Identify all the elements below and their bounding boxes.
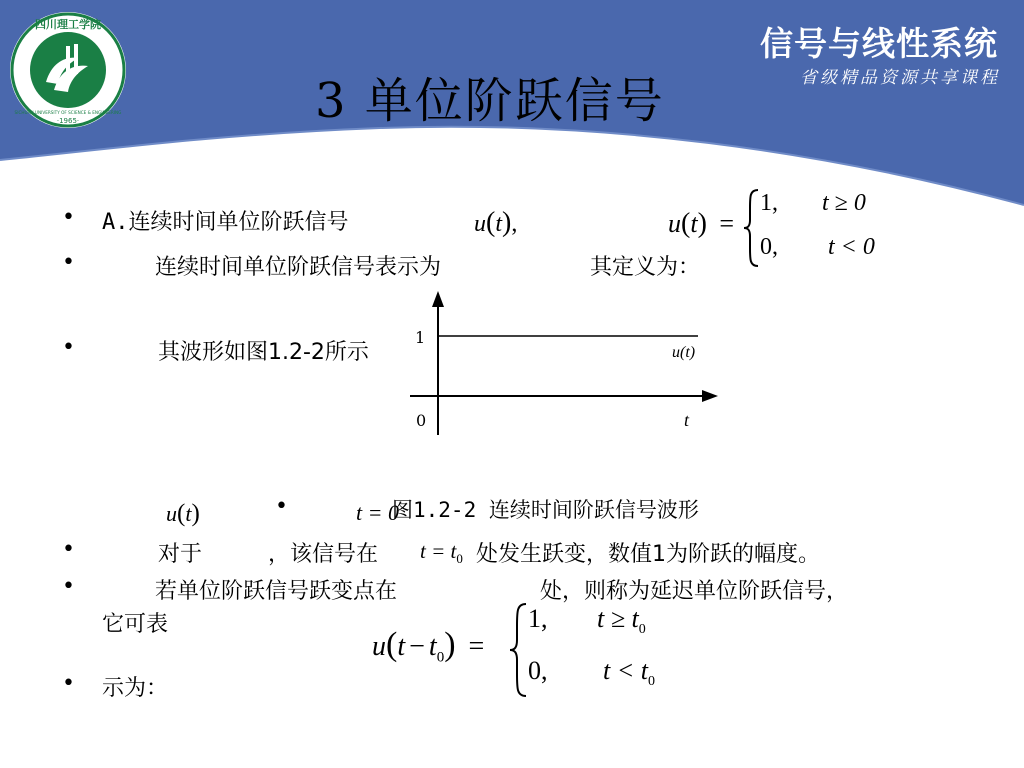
logo-top-text: 四川理工学院 xyxy=(35,18,101,31)
u-t-symbol: u(t), xyxy=(474,207,518,238)
u-t-symbol: u(t) xyxy=(166,500,200,527)
course-subtitle: 省级精品资源共享课程 xyxy=(800,68,1000,88)
bullet-2-text: 连续时间单位阶跃信号表示为 xyxy=(155,255,442,280)
def-case1-cond: t ≥ 0 xyxy=(822,190,866,216)
def-lhs: u(t) = xyxy=(668,208,735,239)
y-axis-arrow xyxy=(432,291,444,307)
bullet-dot: • xyxy=(275,494,288,519)
bullet-dot: • xyxy=(62,205,75,230)
left-brace xyxy=(742,188,762,268)
bullet-1-text: A.连续时间单位阶跃信号 xyxy=(102,210,349,235)
bullet-dot: • xyxy=(62,335,75,360)
def-case2-cond: t < 0 xyxy=(828,234,875,260)
x-axis-arrow xyxy=(702,390,718,402)
bullet-dot: • xyxy=(62,537,75,562)
bullet-dot: • xyxy=(62,574,75,599)
bullet-5-a: 若单位阶跃信号跃变点在 xyxy=(155,579,398,604)
origin-label: 0 xyxy=(416,411,427,430)
bullet-6-text: 示为： xyxy=(102,676,169,701)
y-tick-1: 1 xyxy=(415,328,426,347)
logo-ring-text: SICHUAN UNIVERSITY OF SCIENCE & ENGINEERING xyxy=(14,110,122,115)
figure-caption: 图1.2-2 连续时间阶跃信号波形 xyxy=(392,498,699,522)
delayed-def-lhs: $u(t - t_0)$ = xyxy=(372,626,485,666)
slide-title: 3 单位阶跃信号 xyxy=(315,73,665,129)
course-name: 信号与线性系统 xyxy=(760,24,998,63)
t-equals-t0: $t = t_0$ xyxy=(420,539,463,567)
curve-label: u(t) xyxy=(672,344,696,361)
step-function-chart xyxy=(400,285,730,445)
university-logo xyxy=(8,10,128,130)
delayed-case1-cond: $t \ge t_0$ xyxy=(597,604,646,638)
bullet-dot: • xyxy=(62,671,75,696)
bullet-3-text: 其波形如图1.2-2所示 xyxy=(158,340,369,365)
bullet-5-b: 处，则称为延迟单位阶跃信号， xyxy=(540,579,849,604)
bullet-4-b: ，该信号在 xyxy=(268,542,379,567)
bullet-4-a: 对于 xyxy=(158,542,203,567)
definition-label: 其定义为： xyxy=(590,255,701,280)
logo-year: ·1965· xyxy=(56,117,80,125)
delayed-case2-value: 0, xyxy=(528,656,548,685)
bullet-5-c: 它可表 xyxy=(102,612,169,637)
def-case2-value: 0, xyxy=(760,234,778,260)
bullet-dot: • xyxy=(62,250,75,275)
delayed-case1-value: 1, xyxy=(528,604,548,633)
delayed-case2-cond: $t < t_0$ xyxy=(603,656,655,690)
t-equals-zero: t = 0 xyxy=(356,500,399,525)
bullet-4-c: 处发生跃变，数值1为阶跃的幅度。 xyxy=(476,542,820,567)
left-brace xyxy=(508,602,530,698)
def-case1-value: 1, xyxy=(760,190,778,216)
x-axis-label: t xyxy=(684,410,690,430)
